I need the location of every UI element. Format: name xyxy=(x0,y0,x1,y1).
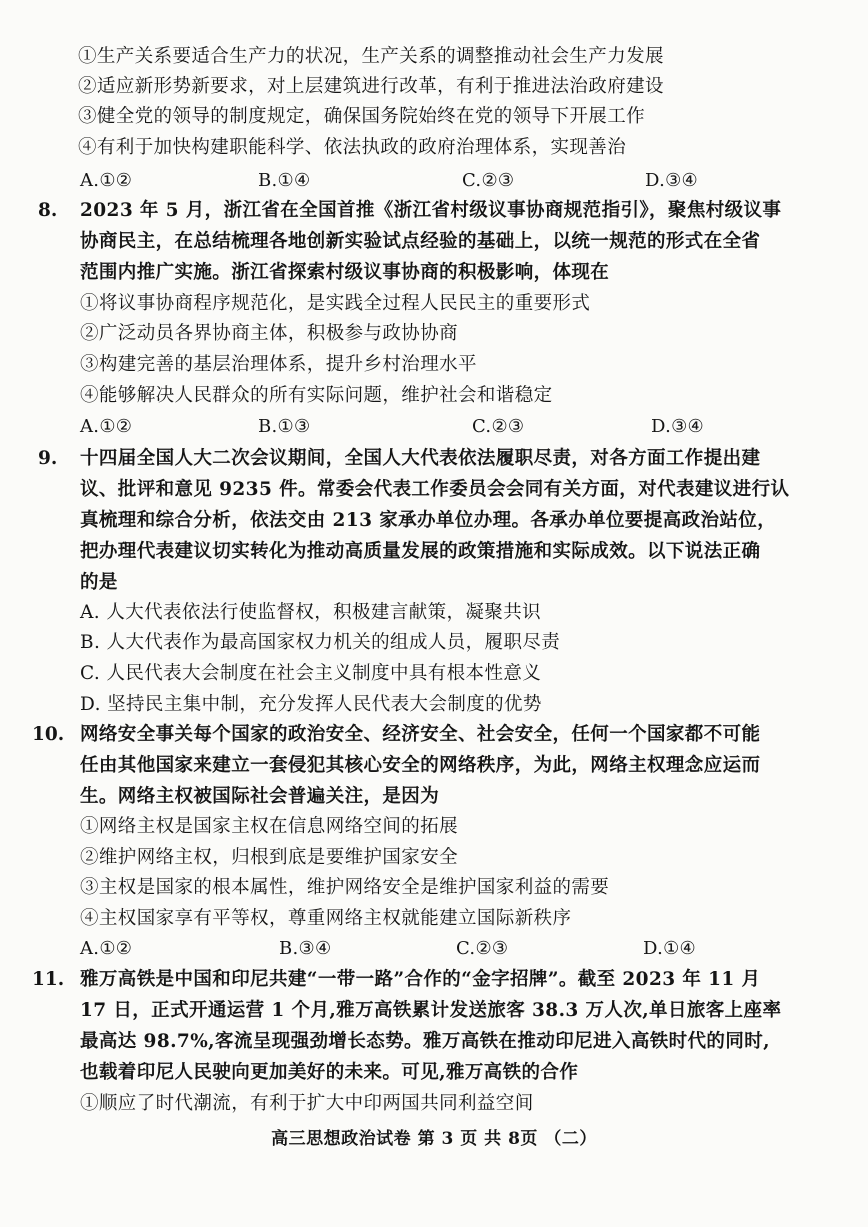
q11-stem-line-3: 最高达 98.7%,客流呈现强劲增长态势。雅万高铁在推动印尼进入高铁时代的同时, xyxy=(80,1031,770,1052)
q10-number: 10. xyxy=(32,724,65,745)
q9-choice-a: A. 人大代表依法行使监督权，积极建言献策，凝聚共识 xyxy=(80,602,542,623)
q9-number: 9. xyxy=(38,448,58,469)
q8-option-b: B.①③ xyxy=(258,416,311,437)
q10-options xyxy=(0,934,868,964)
page-footer: 高三思想政治试卷 第 3 页 共 8页 （二） xyxy=(271,1129,597,1149)
q9-stem-line-4: 把办理代表建议切实转化为推动高质量发展的政策措施和实际成效。以下说法正确 xyxy=(80,541,761,562)
q11-item-1: ①顺应了时代潮流，有利于扩大中印两国共同利益空间 xyxy=(80,1093,534,1114)
q9-stem-line-5: 的是 xyxy=(80,572,118,593)
q8-stem-line-1: 2023 年 5 月，浙江省在全国首推《浙江省村级议事协商规范指引》，聚焦村级议事 xyxy=(80,200,782,221)
q10-item-1: ①网络主权是国家主权在信息网络空间的拓展 xyxy=(80,816,459,837)
q8-item-4: ④能够解决人民群众的所有实际问题，维护社会和谐稳定 xyxy=(80,385,553,406)
q10-stem-line-2: 任由其他国家来建立一套侵犯其核心安全的网络秩序，为此，网络主权理念应运而 xyxy=(80,755,761,776)
q10-option-a: A.①② xyxy=(80,938,133,959)
q7-option-d: D.③④ xyxy=(645,170,698,191)
q9-stem-line-3: 真梳理和综合分析，依法交由 213 家承办单位办理。各承办单位要提高政治站位， xyxy=(80,510,777,531)
q8-stem-line-3: 范围内推广实施。浙江省探索村级议事协商的积极影响，体现在 xyxy=(80,262,610,283)
q9-stem-line-1: 十四届全国人大二次会议期间，全国人大代表依法履职尽责，对各方面工作提出建 xyxy=(80,448,761,469)
q8-item-1: ①将议事协商程序规范化，是实践全过程人民民主的重要形式 xyxy=(80,293,591,314)
q11-stem-line-1: 雅万高铁是中国和印尼共建“一带一路”合作的“金字招牌”。截至 2023 年 11 月 xyxy=(80,969,761,990)
q9-choice-d: D. 坚持民主集中制，充分发挥人民代表大会制度的优势 xyxy=(80,694,542,715)
q10-stem-line-3: 生。网络主权被国际社会普遍关注，是因为 xyxy=(80,786,440,807)
q7-option-c: C.②③ xyxy=(462,170,515,191)
q8-stem-line-2: 协商民主，在总结梳理各地创新实验试点经验的基础上，以统一规范的形式在全省 xyxy=(80,231,761,252)
q8-option-d: D.③④ xyxy=(651,416,704,437)
q9-stem-line-2: 议、批评和意见 9235 件。常委会代表工作委员会会同有关方面，对代表建议进行认 xyxy=(80,479,790,500)
q8-item-3: ③构建完善的基层治理体系，提升乡村治理水平 xyxy=(80,354,477,375)
q7-item-2: ②适应新形势新要求，对上层建筑进行改革，有利于推进法治政府建设 xyxy=(78,76,664,97)
q7-item-3: ③健全党的领导的制度规定，确保国务院始终在党的领导下开展工作 xyxy=(78,106,646,127)
q7-option-b: B.①④ xyxy=(258,170,311,191)
q8-item-2: ②广泛动员各界协商主体，积极参与政协协商 xyxy=(80,323,459,344)
q7-item-4: ④有利于加快构建职能科学、依法执政的政府治理体系，实现善治 xyxy=(78,137,627,158)
q9-choice-b: B. 人大代表作为最高国家权力机关的组成人员，履职尽责 xyxy=(80,632,561,653)
q11-stem-line-4: 也载着印尼人民驶向更加美好的未来。可见,雅万高铁的合作 xyxy=(80,1062,579,1083)
q10-option-d: D.①④ xyxy=(643,938,696,959)
q11-number: 11. xyxy=(32,969,65,990)
q10-item-3: ③主权是国家的根本属性，维护网络安全是维护国家利益的需要 xyxy=(80,877,610,898)
q11-stem-line-2: 17 日，正式开通运营 1 个月,雅万高铁累计发送旅客 38.3 万人次,单日旅客上座率 xyxy=(80,1000,782,1021)
q10-option-b: B.③④ xyxy=(279,938,332,959)
q9-choice-c: C. 人民代表大会制度在社会主义制度中具有根本性意义 xyxy=(80,663,542,684)
q8-option-c: C.②③ xyxy=(472,416,525,437)
q10-option-c: C.②③ xyxy=(456,938,509,959)
q10-item-2: ②维护网络主权，归根到底是要维护国家安全 xyxy=(80,847,459,868)
q10-stem-line-1: 网络安全事关每个国家的政治安全、经济安全、社会安全，任何一个国家都不可能 xyxy=(80,724,761,745)
q7-item-1: ①生产关系要适合生产力的状况，生产关系的调整推动社会生产力发展 xyxy=(78,46,664,67)
q8-option-a: A.①② xyxy=(80,416,133,437)
q7-option-a: A.①② xyxy=(80,170,133,191)
q7-options xyxy=(0,166,868,196)
q8-options xyxy=(0,412,868,442)
q10-item-4: ④主权国家享有平等权，尊重网络主权就能建立国际新秩序 xyxy=(80,908,572,929)
q8-number: 8. xyxy=(38,200,58,221)
